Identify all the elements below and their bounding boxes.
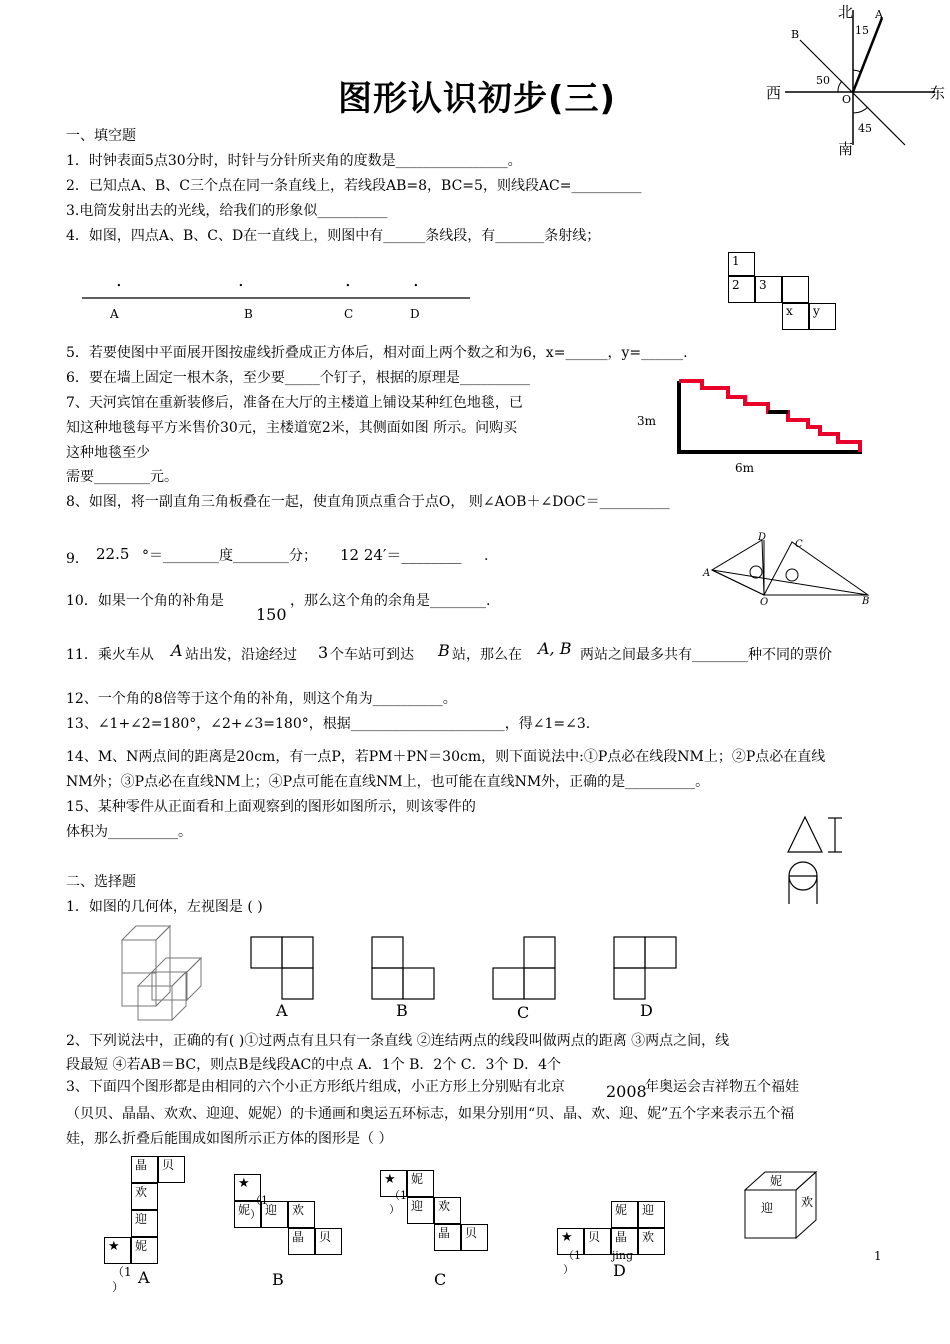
question-14-line2: NM外；③P点必在直线NM上；④P点可能在直线NM上，也可能在直线NM外，正确的是__________。 (66, 774, 710, 790)
question-4: 4．如图，四点A、B、C、D在一直线上，则图中有______条线段，有_______条射线； (66, 228, 601, 244)
net-b-jing: 晶 (288, 1228, 315, 1255)
question-7-line4: 需要________元。 (66, 469, 178, 485)
net-cell-2: 2 (728, 276, 755, 303)
section-multiple-choice: 二、选择题 (66, 874, 136, 890)
choice-question-3-line3: 娃，那么折叠后能围成如图所示正方体的图形是（ ） (66, 1131, 393, 1147)
net-a-ni: 妮 (131, 1237, 158, 1264)
net-c-rings: （1 ） (389, 1189, 407, 1216)
question-5: 5．若要使图中平面展开图按虚线折叠成正方体后，相对面上两个数之和为6，x=______，y=______. (66, 345, 688, 361)
question-11-e: 两站之间最多共有________种不同的票价 (580, 647, 832, 663)
left-view-option-b[interactable]: B (396, 1001, 408, 1020)
compass-angle-50: 50 (816, 74, 830, 87)
net-c-ni: 妮 (407, 1170, 434, 1197)
choice-question-3-line1-a: 3、下面四个图形都是由相同的六个小正方形纸片组成，小正方形上分别贴有北京 (66, 1079, 565, 1095)
net-option-d[interactable]: D (613, 1261, 626, 1280)
cube-top-ni: 妮 (770, 1174, 783, 1188)
point-label-d: D (410, 307, 420, 321)
question-1: 1．时钟表面5点30分时，时针与分针所夹角的度数是________________。 (66, 153, 522, 169)
choice-question-3-line1-b: 年奥运会吉祥物五个福娃 (645, 1079, 799, 1095)
net-b-bei: 贝 (315, 1228, 342, 1255)
point-label-a: A (110, 307, 119, 321)
question-10-b: ，那么这个角的余角是________. (290, 593, 491, 609)
compass-north: 北 (838, 3, 854, 21)
question-11-station-b: B (438, 641, 450, 660)
tri-label-c: C (795, 539, 803, 550)
question-6: 6．要在墙上固定一根木条，至少要_____个钉子，根据的原理是__________ (66, 370, 530, 386)
question-11-station-a: A (171, 641, 183, 660)
question-11-a: 11．乘火车从 (66, 647, 154, 663)
net-cell-y: y (809, 303, 836, 330)
question-10-a: 10．如果一个角的补角是 (66, 593, 224, 609)
net-b-huan: 欢 (288, 1201, 315, 1228)
left-view-option-d[interactable]: D (640, 1001, 653, 1020)
net-cell-1: 1 (728, 252, 755, 276)
point-dot-c: . (345, 270, 351, 291)
compass-angle-45: 45 (858, 122, 872, 135)
net-c-bei: 贝 (461, 1224, 488, 1251)
choice-question-1: 1．如图的几何体，左视图是 ( ) (66, 899, 263, 915)
question-11-c: 个车站可到达 (330, 647, 414, 663)
net-b-rings: （1 ） (250, 1194, 268, 1221)
left-view-option-a[interactable]: A (276, 1001, 288, 1020)
net-d-ying: 迎 (638, 1201, 665, 1228)
net-a-rings: （1 ） (112, 1265, 132, 1294)
page-title: 图形认识初步(三) (338, 79, 617, 119)
question-8: 8、如图，将一副直角三角板叠在一起，使直角顶点重合于点O， 则∠AOB＋∠DOC＝__________ (66, 494, 670, 510)
stairs-width-label: 6m (735, 461, 755, 475)
question-10-value: 150 (256, 605, 287, 624)
question-11-d: 站，那么在 (452, 647, 522, 663)
cube-side-huan: 欢 (801, 1195, 814, 1209)
net-d-jing: 晶 (611, 1228, 638, 1255)
question-15-line1: 15、某种零件从正面看和上面观察到的图形如图所示，则该零件的 (66, 799, 476, 815)
question-9-part-b: 12 24′＝________ (340, 546, 462, 564)
net-d-ni: 妮 (611, 1201, 638, 1228)
net-option-a[interactable]: A (138, 1268, 150, 1287)
compass-label-a: A (875, 8, 883, 21)
net-d-bei: 贝 (584, 1228, 611, 1255)
stairs-height-label: 3m (637, 414, 657, 428)
net-c-jing: 晶 (434, 1224, 461, 1251)
point-dot-d: . (413, 270, 419, 291)
question-15-line2: 体积为__________。 (66, 824, 192, 840)
page-number: 1 (874, 1249, 882, 1263)
question-13: 13、∠1+∠2=180°，∠2+∠3=180°，根据______________________，得∠1=∠3. (66, 716, 591, 732)
net-c-ying: 迎 (407, 1197, 434, 1224)
question-11-b: 站出发，沿途经过 (185, 647, 297, 663)
question-11-stations: A, B (538, 639, 572, 658)
choice-question-3-year: 2008 (606, 1082, 647, 1101)
question-11-count: 3 (318, 643, 329, 662)
net-cell-3: 3 (755, 276, 782, 303)
left-view-option-c[interactable]: C (517, 1003, 530, 1022)
point-label-b: B (244, 307, 253, 321)
net-d-rings: （1 ） (563, 1249, 581, 1276)
question-9-num: 9． (66, 551, 89, 567)
compass-east: 东 (930, 84, 946, 102)
tri-label-a: A (703, 568, 711, 579)
net-d-huan: 欢 (638, 1228, 665, 1255)
tri-label-o: O (760, 597, 769, 608)
net-option-c[interactable]: C (434, 1270, 447, 1289)
question-7-line2: 知这种地毯每平方米售价30元，主楼道宽2米，其侧面如图 所示。问购买 (66, 420, 518, 436)
question-2: 2．已知点A、B、C三个点在同一条直线上，若线段AB=8，BC=5，则线段AC=__________ (66, 178, 642, 194)
net-a-jing: 晶 (131, 1156, 158, 1183)
question-9-end: . (484, 548, 489, 564)
net-b-star: ★ (234, 1174, 261, 1201)
question-9-part-a: °＝________度________分； (142, 548, 317, 564)
net-a-star: ★ (104, 1237, 131, 1264)
net-option-b[interactable]: B (272, 1270, 284, 1289)
cube-front-ying: 迎 (761, 1201, 774, 1215)
net-a-bei: 贝 (158, 1156, 185, 1183)
question-9-value-a: 22.5 (96, 545, 130, 563)
net-d-star: ★ (557, 1228, 584, 1255)
tri-label-b: B (862, 596, 870, 607)
net-a-huan: 欢 (131, 1183, 158, 1210)
compass-west: 西 (766, 84, 782, 102)
point-dot-a: . (116, 270, 122, 291)
net-b-ying: 迎 (261, 1201, 288, 1228)
compass-label-o: O (842, 93, 852, 106)
point-dot-b: . (238, 270, 244, 291)
section-fill-blank: 一、填空题 (66, 128, 136, 144)
question-14-line1: 14、M、N两点间的距离是20cm，有一点P，若PM＋PN＝30cm，则下面说法中:①P点必在线段NM上；②P点必在直线 (66, 749, 826, 765)
point-label-c: C (344, 307, 354, 321)
question-7-line3: 这种地毯至少 (66, 445, 150, 461)
choice-question-2-line2: 段最短 ④若AB＝BC，则点B是线段AC的中点 A．1个 B．2个 C．3个 D．4个 (66, 1057, 561, 1073)
net-a-ying: 迎 (131, 1210, 158, 1237)
compass-south: 南 (838, 140, 854, 158)
tri-label-d: D (758, 532, 767, 543)
net-c-huan: 欢 (434, 1197, 461, 1224)
question-3: 3.电筒发射出去的光线，给我们的形象似__________ (66, 203, 388, 219)
question-12: 12、一个角的8倍等于这个角的补角，则这个角为__________。 (66, 691, 457, 707)
net-cell-x: x (782, 303, 809, 330)
question-7-line1: 7、天河宾馆在重新装修后，准备在大厅的主楼道上铺设某种红色地毯，已 (66, 395, 523, 411)
net-d-jing-pinyin: jing (612, 1249, 634, 1262)
net-b-ni: 妮 (234, 1201, 261, 1228)
compass-angle-15: 15 (855, 24, 869, 37)
compass-label-b: B (791, 28, 800, 41)
choice-question-3-line2: （贝贝、晶晶、欢欢、迎迎、妮妮）的卡通画和奥运五环标志，如果分别用“贝、晶、欢、迎、妮”五个字来表示五个福 (66, 1106, 795, 1122)
net-c-star: ★ (380, 1170, 407, 1197)
choice-question-2-line1: 2、下列说法中，正确的有( )①过两点有且只有一条直线 ②连结两点的线段叫做两点的距离 ③两点之间，线 (66, 1033, 730, 1049)
